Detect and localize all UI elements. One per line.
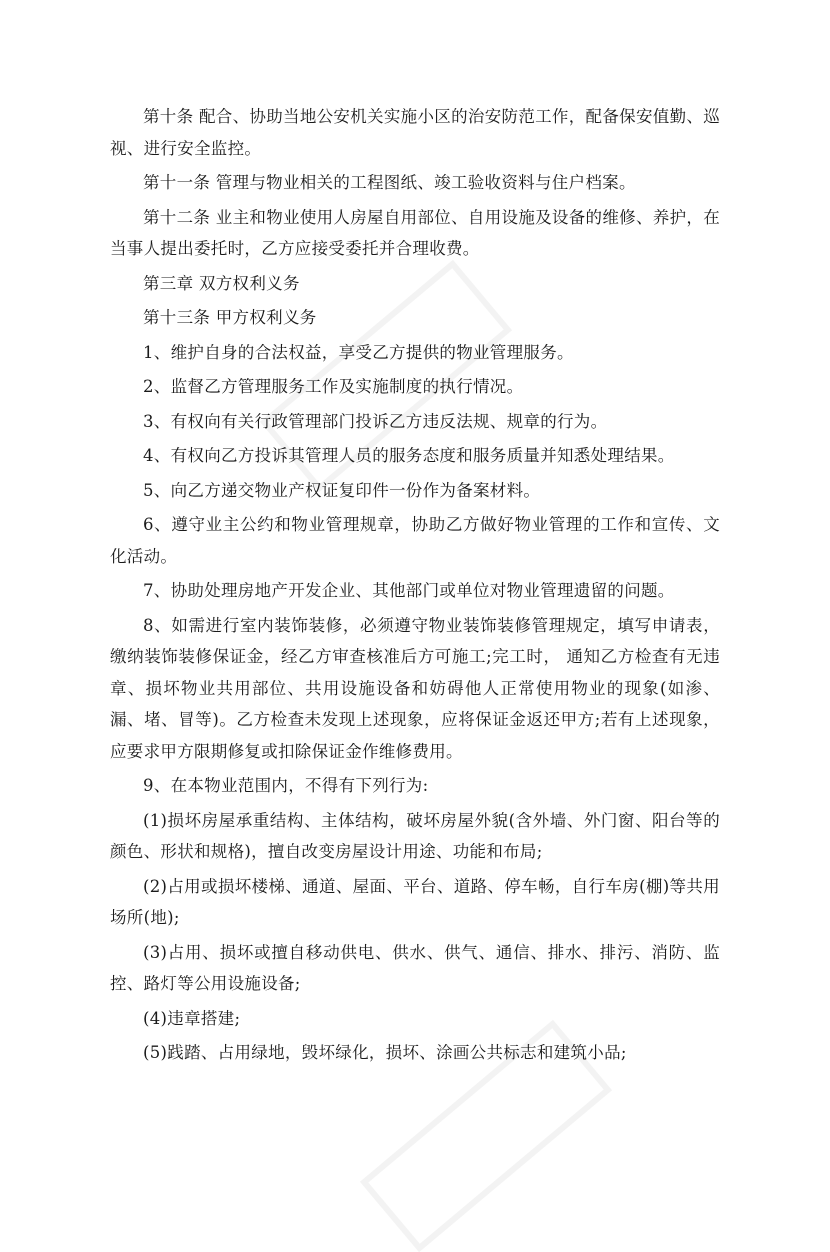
article-12: 第十二条 业主和物业使用人房屋自用部位、自用设施及设备的维修、养护，在当事人提出委托时，乙方应接受委托并合理收费。: [110, 207, 720, 258]
sub-item: (2)占用或损坏楼梯、通道、屋面、平台、道路、停车畅，自行车房(棚)等共用场所(地);: [110, 876, 720, 927]
list-item: 7、协助处理房地产开发企业、其他部门或单位对物业管理遗留的问题。: [143, 581, 675, 600]
article-13-heading: 第十三条 甲方权利义务: [143, 308, 317, 327]
article-11: 第十一条 管理与物业相关的工程图纸、竣工验收资料与住户档案。: [143, 173, 636, 192]
document-body: [110, 101, 720, 1072]
sub-item: (3)占用、损坏或擅自移动供电、供水、供气、通信、排水、排污、消防、监控、路灯等公用设施设备;: [110, 942, 720, 993]
list-item: 6、遵守业主公约和物业管理规章，协助乙方做好物业管理的工作和宣传、文化活动。: [110, 515, 720, 566]
sub-item: (4)违章搭建;: [143, 1008, 241, 1028]
chapter-heading: 第三章 双方权利义务: [143, 273, 300, 293]
list-item: 5、向乙方递交物业产权证复印件一份作为备案材料。: [143, 480, 541, 500]
list-item: 3、有权向有关行政管理部门投诉乙方违反法规、规章的行为。: [143, 411, 608, 431]
sub-item: (5)践踏、占用绿地，毁坏绿化，损坏、涂画公共标志和建筑小品;: [143, 1043, 627, 1062]
sub-item: (1)损坏房屋承重结构、主体结构，破坏房屋外貌(含外墙、外门窗、阳台等的颜色、形状和规格)，擅自改变房屋设计用途、功能和布局;: [110, 810, 720, 861]
article-10: 第十条 配合、协助当地公安机关实施小区的治安防范工作，配备保安值勤、巡视、进行安全监控。: [110, 107, 720, 158]
list-item: 9、在本物业范围内，不得有下列行为:: [143, 776, 429, 795]
list-item: 8、如需进行室内装饰装修，必须遵守物业装饰装修管理规定，填写申请表，缴纳装饰装修保证金，经乙方审查核准后方可施工;完工时， 通知乙方检查有无违章、损坏物业共用部位、共用设施设备和妨碍他人正常使用物业的现象(如渗、漏、堵、冒等)。乙方检查未发现上述现象，应将保证金返还甲方;若有上述现象， 应要求甲方限期修复或扣除保证金作维修费用。: [110, 615, 720, 761]
list-item: 2、监督乙方管理服务工作及实施制度的执行情况。: [143, 377, 524, 396]
list-item: 4、有权向乙方投诉其管理人员的服务态度和服务质量并知悉处理结果。: [143, 446, 675, 465]
list-item: 1、维护自身的合法权益，享受乙方提供的物业管理服务。: [143, 342, 574, 362]
